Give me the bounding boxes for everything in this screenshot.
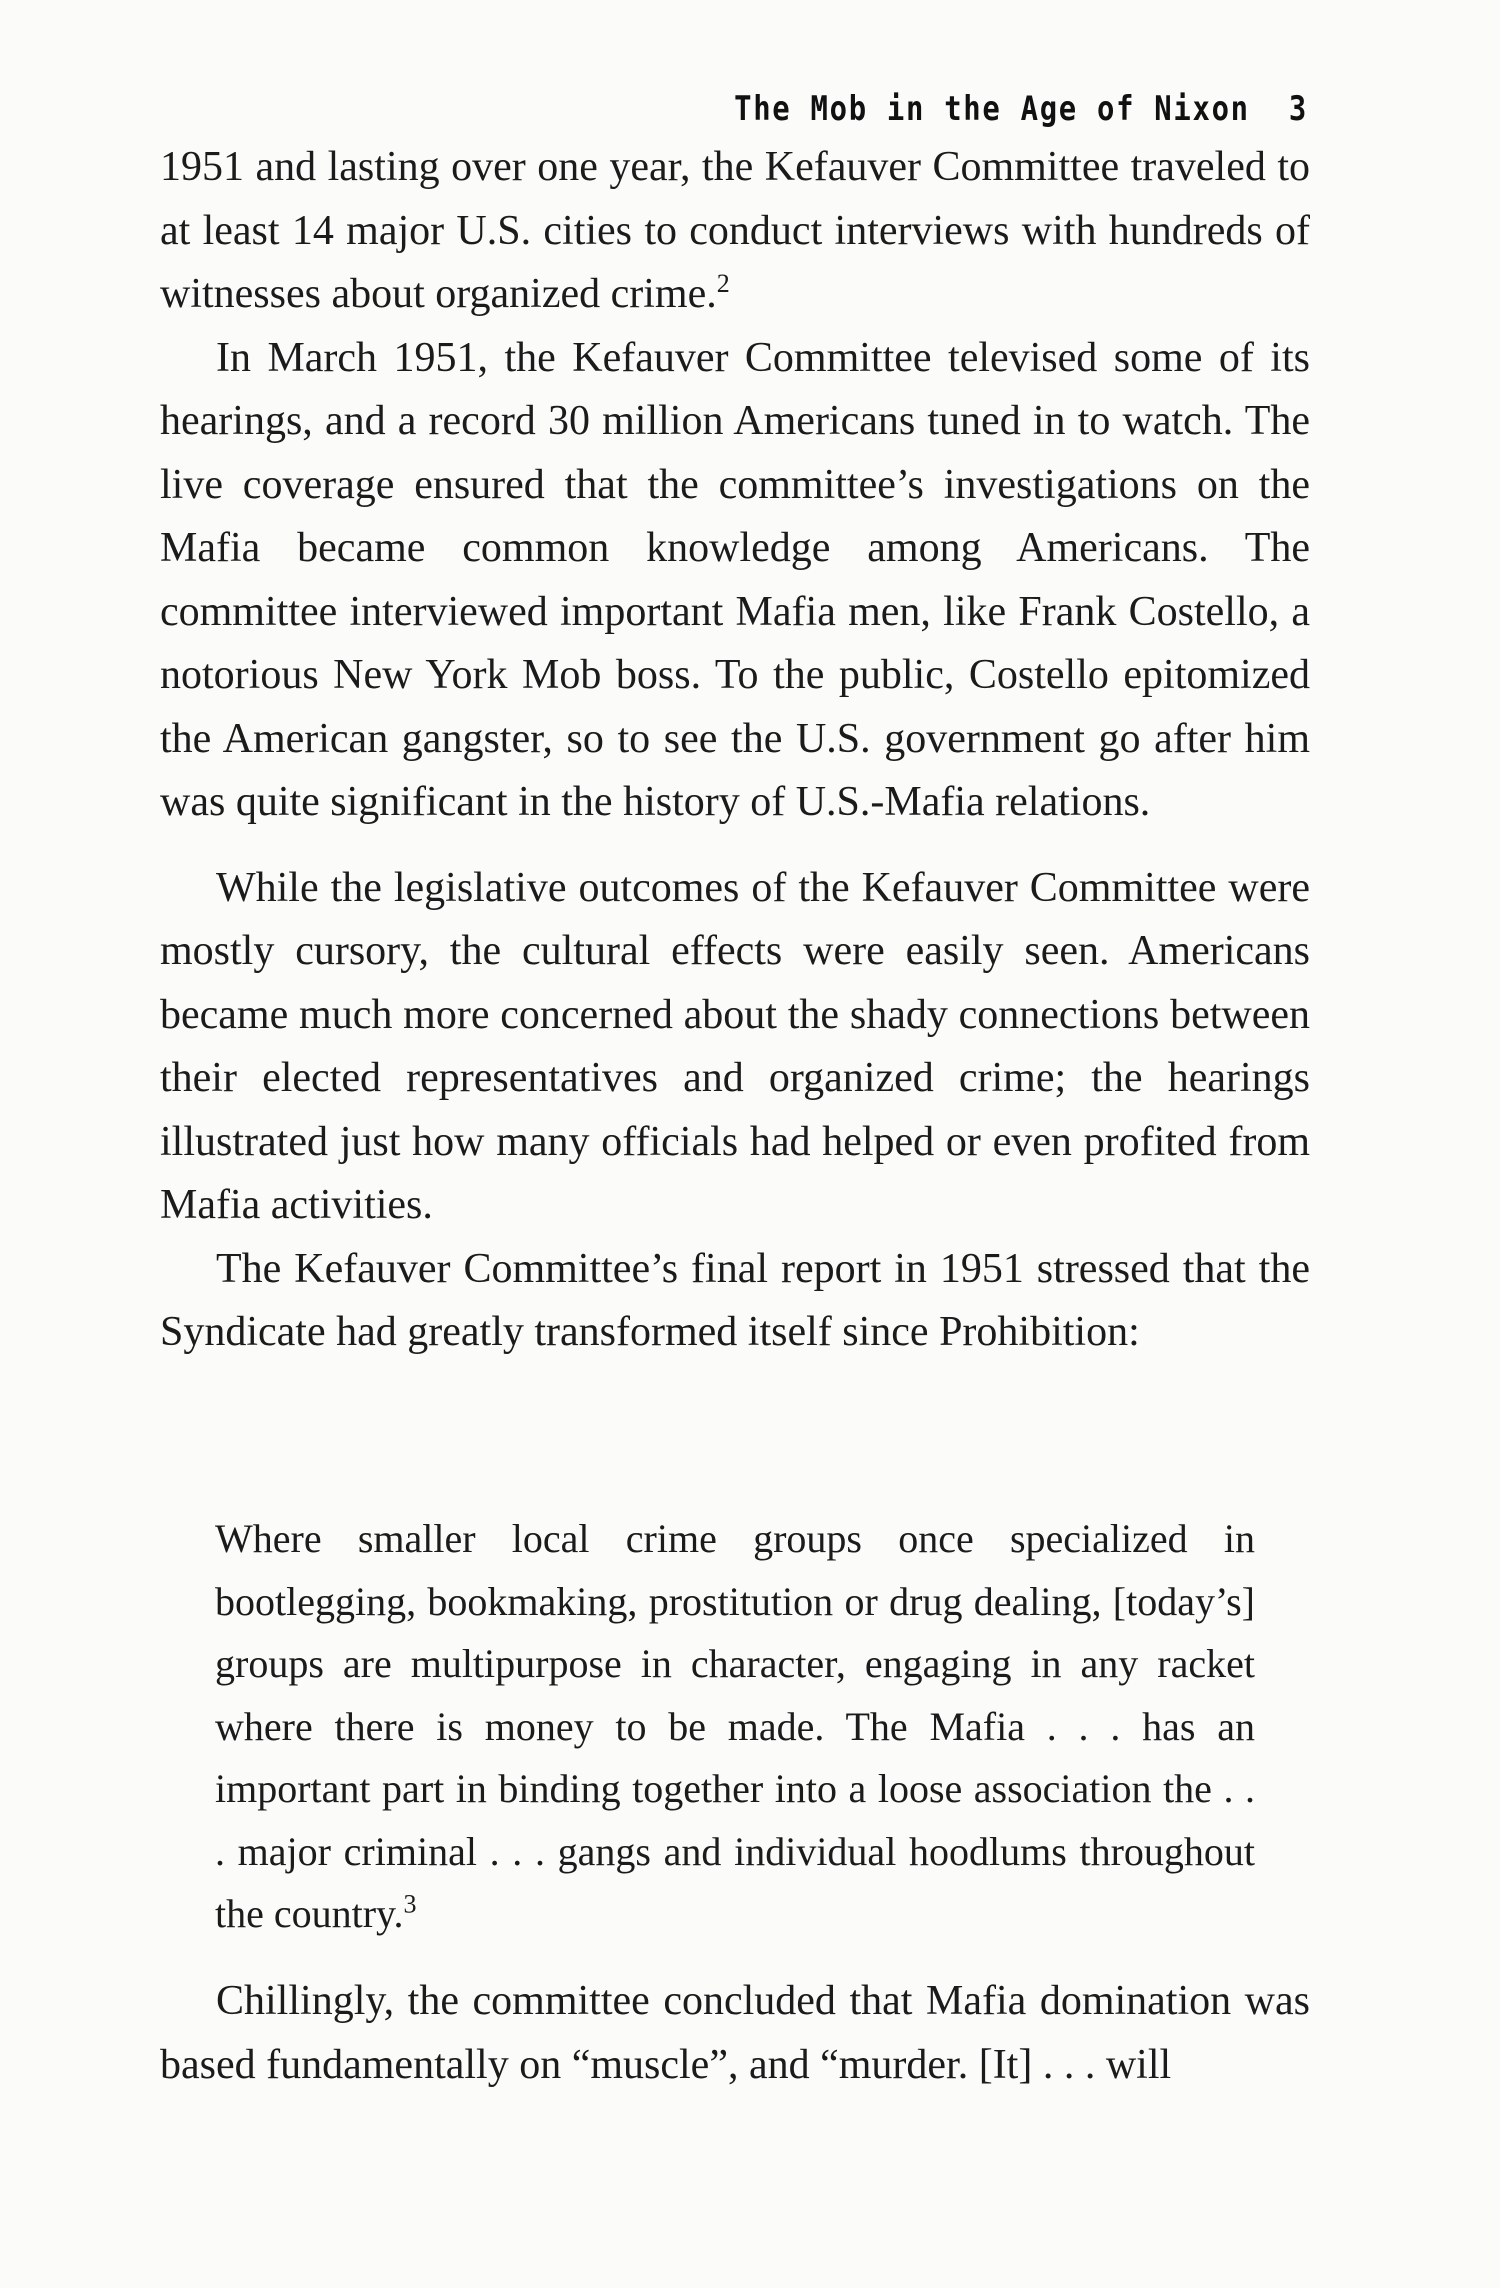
block-quote-text: Where smaller local crime groups once specialized in bootlegging, bookmaking, prostitution or drug dealing, [today’s] groups are multipurpose in character, engaging in any racket where there is money to be made. The Mafia . . . has an important part in binding together into a loose association the . . . major criminal . . . gangs and individual hoodlums throughout the country. <box>215 1516 1255 1936</box>
running-head <box>332 84 1308 134</box>
paragraph-1-text: 1951 and lasting over one year, the Kefauver Committee traveled to at least 14 major U.S. cities to conduct interviews with hundreds of witnesses about organized crime. <box>160 144 1310 317</box>
running-title: The Mob in the Age of Nixon <box>734 89 1250 129</box>
footnote-marker-2: 2 <box>716 269 730 298</box>
main-text <box>160 136 1310 1365</box>
page-number: 3 <box>1288 89 1308 129</box>
paragraph-1 <box>160 136 1310 327</box>
block-quote <box>215 1508 1255 1946</box>
closing-paragraph: Chillingly, the committee concluded that Mafia domination was based fundamentally on “muscle”, and “murder. [It] . . . will <box>160 1978 1310 2088</box>
block-quote-paragraph <box>215 1508 1255 1946</box>
paragraph-2: In March 1951, the Kefauver Committee televised some of its hearings, and a record 30 million Americans tuned in to watch. The live coverage ensured that the committee’s investigations on the Mafia became common knowledge among Americans. The committee interviewed important Mafia men, like Frank Costello, a notorious New York Mob boss. To the public, Costello epitomized the American gangster, so to see the U.S. government go after him was quite significant in the history of U.S.-Mafia relations. <box>160 334 1310 825</box>
paragraph-3: While the legislative outcomes of the Kefauver Committee were mostly cursory, the cultural effects were easily seen. Americans became much more concerned about the shady connections between their elected representatives and organized crime; the hearings illustrated just how many officials had helped or even profited from Mafia activities. <box>160 864 1310 1228</box>
footnote-marker-3: 3 <box>403 1889 417 1919</box>
closing-text <box>160 1970 1310 2097</box>
paragraph-4: The Kefauver Committee’s final report in 1951 stressed that the Syndicate had greatly transformed itself since Prohibition: <box>160 1245 1310 1355</box>
